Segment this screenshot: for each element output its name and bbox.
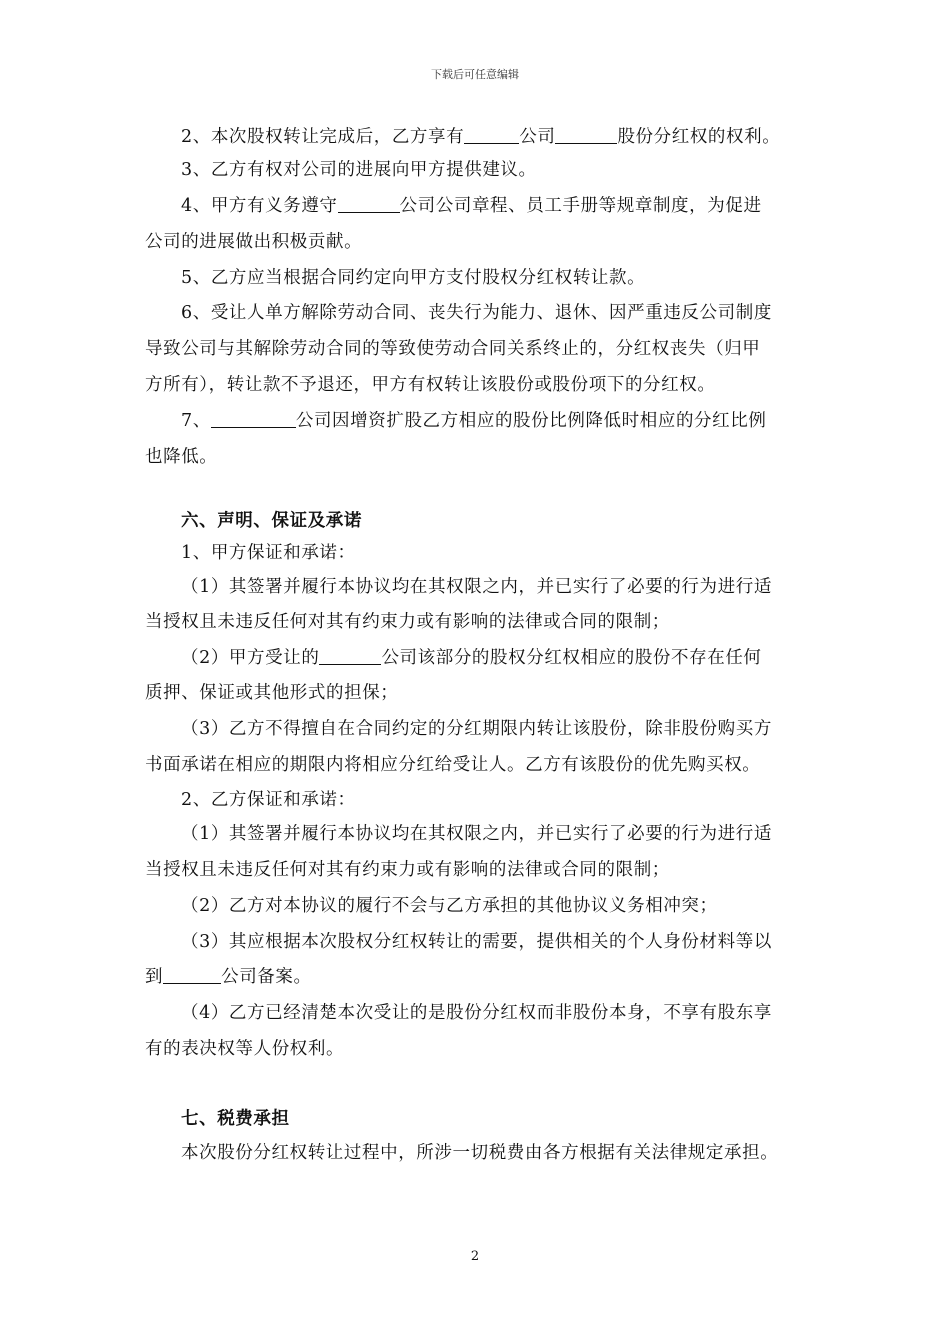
- party-a-p1-line1: （1）其签署并履行本协议均在其权限之内，并已实行了必要的行为进行适: [181, 577, 772, 597]
- party-b-p1-line1: （1）其签署并履行本协议均在其权限之内，并已实行了必要的行为进行适: [181, 824, 772, 844]
- fill-blank: [555, 125, 617, 144]
- party-a-p3-line1: （3）乙方不得擅自在合同约定的分红期限内转让该股份，除非股份购买方: [181, 719, 772, 739]
- clause-5-6-line2: 导致公司与其解除劳动合同的等致使劳动合同关系终止的，分红权丧失（归甲: [145, 339, 761, 359]
- party-b-p1-line2: 当授权且未违反任何对其有约束力或有影响的法律或合同的限制；: [145, 860, 670, 880]
- page-header: 下载后可任意编辑: [431, 68, 519, 81]
- clause-5-7: 7、 公司因增资扩股乙方相应的股份比例降低时相应的分红比例: [181, 411, 767, 431]
- section-7-text: 本次股份分红权转让过程中，所涉一切税费由各方根据有关法律规定承担。: [181, 1143, 779, 1163]
- fill-blank: [211, 409, 296, 428]
- clause-5-4-cont: 公司的进展做出积极贡献。: [145, 232, 363, 252]
- party-b-p3-line2: 到 公司备案。: [145, 967, 312, 987]
- clause-5-6-line3: 方所有），转让款不予退还，甲方有权转让该股份或股份项下的分红权。: [145, 375, 716, 395]
- party-b-p3-line1: （3）其应根据本次股权分红权转让的需要，提供相关的个人身份材料等以: [181, 932, 772, 952]
- party-a-title: 1、甲方保证和承诺：: [181, 543, 356, 563]
- section-7-title: 七、税费承担: [181, 1109, 290, 1129]
- party-b-p4-line2: 有的表决权等人份权利。: [145, 1039, 345, 1059]
- clause-5-2: 2、本次股权转让完成后，乙方享有 公司 股份分红权的权利。: [181, 127, 781, 147]
- clause-5-7-cont: 也降低。: [145, 447, 218, 467]
- party-a-p3-line2: 书面承诺在相应的期限内将相应分红给受让人。乙方有该股份的优先购买权。: [145, 755, 761, 775]
- fill-blank: [338, 194, 400, 213]
- clause-5-4: 4、甲方有义务遵守 公司公司章程、员工手册等规章制度，为促进: [181, 196, 762, 216]
- clause-5-3: 3、乙方有权对公司的进展向甲方提供建议。: [181, 160, 537, 180]
- section-6-title: 六、声明、保证及承诺: [181, 511, 362, 531]
- fill-blank: [319, 646, 381, 665]
- fill-blank: [163, 965, 221, 984]
- party-a-p1-line2: 当授权且未违反任何对其有约束力或有影响的法律或合同的限制；: [145, 612, 670, 632]
- party-a-p2-line2: 质押、保证或其他形式的担保；: [145, 683, 399, 703]
- page-number: 2: [470, 1249, 480, 1264]
- party-a-p2: （2）甲方受让的 公司该部分的股权分红权相应的股份不存在任何: [181, 648, 762, 668]
- party-b-p4-line1: （4）乙方已经清楚本次受让的是股份分红权而非股份本身，不享有股东享: [181, 1003, 772, 1023]
- clause-5-6-line1: 6、受让人单方解除劳动合同、丧失行为能力、退休、因严重违反公司制度: [181, 303, 772, 323]
- fill-blank: [464, 125, 519, 144]
- clause-5-5: 5、乙方应当根据合同约定向甲方支付股权分红权转让款。: [181, 268, 646, 288]
- party-b-title: 2、乙方保证和承诺：: [181, 790, 356, 810]
- party-b-p2: （2）乙方对本协议的履行不会与乙方承担的其他协议义务相冲突；: [181, 896, 718, 916]
